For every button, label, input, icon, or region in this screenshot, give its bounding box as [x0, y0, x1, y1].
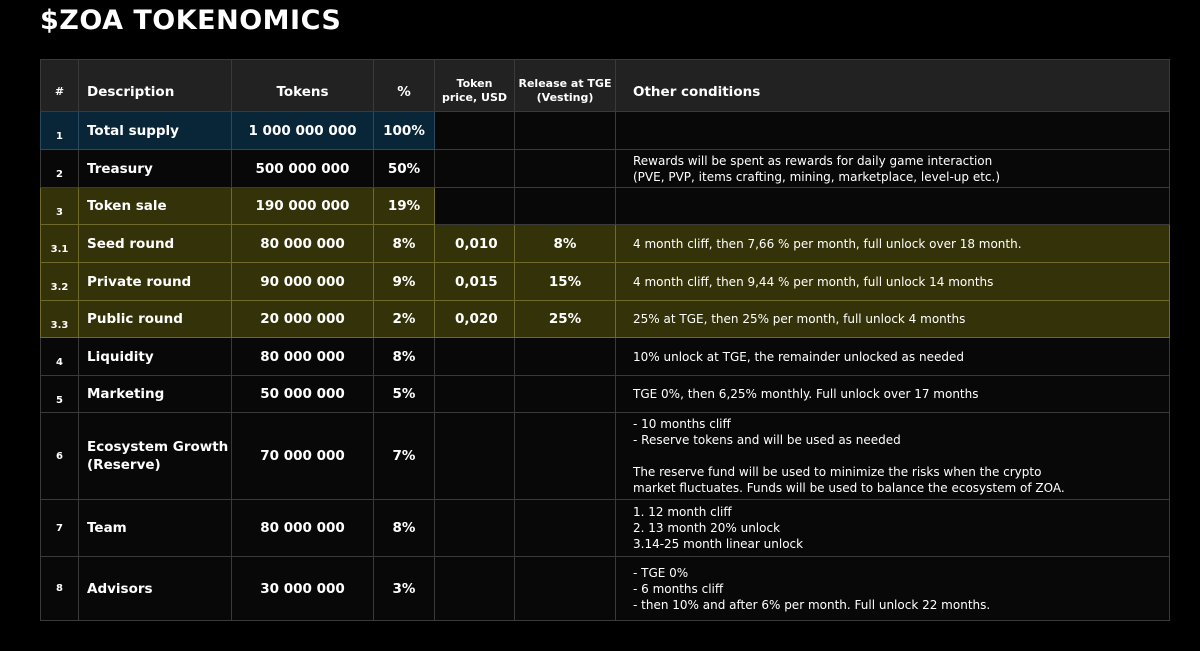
table-row-seed-round: [41, 225, 1170, 263]
row-num: 8: [41, 557, 79, 621]
row-tokens: 90 000 000: [232, 263, 374, 301]
row-price: [435, 376, 515, 413]
table-header-row: [41, 60, 1170, 112]
row-conditions: Rewards will be spent as rewards for daily game interaction (PVE, PVP, items crafting, mining, marketplace, level-up etc.): [616, 150, 1170, 188]
row-conditions: 1. 12 month cliff 2. 13 month 20% unlock 3.14-25 month linear unlock: [616, 500, 1170, 557]
row-conditions: 4 month cliff, then 7,66 % per month, full unlock over 18 month.: [616, 225, 1170, 263]
row-percent: 3%: [374, 557, 435, 621]
row-percent: 8%: [374, 500, 435, 557]
table-row-public-round: [41, 301, 1170, 338]
table-row-team: [41, 500, 1170, 557]
row-num: 6: [41, 413, 79, 500]
row-conditions: 4 month cliff, then 9,44 % per month, full unlock 14 months: [616, 263, 1170, 301]
table-row-marketing: [41, 376, 1170, 413]
row-num: 3: [41, 188, 79, 225]
header-release-tge-line2: (Vesting): [536, 90, 594, 104]
row-description: Public round: [79, 301, 232, 338]
row-percent: 8%: [374, 338, 435, 376]
header-token-price: [435, 60, 515, 112]
row-description: Treasury: [79, 150, 232, 188]
row-percent: 9%: [374, 263, 435, 301]
row-num: 1: [41, 112, 79, 150]
header-release-tge-line1: Release at TGE: [518, 76, 612, 90]
table-row-liquidity: [41, 338, 1170, 376]
page-title: $ZOA TOKENOMICS: [40, 5, 342, 36]
row-conditions: - 10 months cliff - Reserve tokens and will be used as needed The reserve fund will be used to minimize the risks when the crypto market fluctuates. Funds will be used to balance the ecosystem of ZOA.: [616, 413, 1170, 500]
row-tge: 15%: [515, 263, 616, 301]
row-percent: 50%: [374, 150, 435, 188]
row-num: 3.1: [41, 225, 79, 263]
row-price: [435, 338, 515, 376]
header-description: Description: [79, 60, 232, 112]
row-num: 5: [41, 376, 79, 413]
row-conditions: - TGE 0% - 6 months cliff - then 10% and after 6% per month. Full unlock 22 months.: [616, 557, 1170, 621]
row-tokens: 500 000 000: [232, 150, 374, 188]
header-release-tge: [515, 60, 616, 112]
row-tokens: 70 000 000: [232, 413, 374, 500]
row-num: 4: [41, 338, 79, 376]
row-tge: [515, 150, 616, 188]
table-row-ecosystem-growth: [41, 413, 1170, 500]
row-num: 2: [41, 150, 79, 188]
row-description: Token sale: [79, 188, 232, 225]
row-tokens: 80 000 000: [232, 500, 374, 557]
row-tge: 8%: [515, 225, 616, 263]
row-price: [435, 188, 515, 225]
row-conditions: 10% unlock at TGE, the remainder unlocked as needed: [616, 338, 1170, 376]
row-percent: 8%: [374, 225, 435, 263]
row-tokens: 50 000 000: [232, 376, 374, 413]
row-conditions: 25% at TGE, then 25% per month, full unlock 4 months: [616, 301, 1170, 338]
row-conditions: TGE 0%, then 6,25% monthly. Full unlock over 17 months: [616, 376, 1170, 413]
row-price: [435, 150, 515, 188]
row-tge: [515, 557, 616, 621]
row-percent: 7%: [374, 413, 435, 500]
row-percent: 2%: [374, 301, 435, 338]
header-tokens: Tokens: [232, 60, 374, 112]
row-num: 7: [41, 500, 79, 557]
row-description: Team: [79, 500, 232, 557]
row-price: [435, 112, 515, 150]
row-num: 3.2: [41, 263, 79, 301]
row-tge: [515, 338, 616, 376]
row-description: Total supply: [79, 112, 232, 150]
row-price: [435, 557, 515, 621]
table-row-total-supply: [41, 112, 1170, 150]
row-price: 0,015: [435, 263, 515, 301]
row-tokens: 80 000 000: [232, 338, 374, 376]
row-tge: [515, 376, 616, 413]
row-description: Ecosystem Growth (Reserve): [79, 413, 232, 500]
row-tge: [515, 500, 616, 557]
table-row-advisors: [41, 557, 1170, 621]
row-description: Marketing: [79, 376, 232, 413]
header-token-price-line2: price, USD: [441, 90, 508, 104]
row-tokens: 30 000 000: [232, 557, 374, 621]
row-price: [435, 413, 515, 500]
header-percent: %: [374, 60, 435, 112]
row-tge: [515, 413, 616, 500]
row-tokens: 1 000 000 000: [232, 112, 374, 150]
row-tge: [515, 188, 616, 225]
row-tge: 25%: [515, 301, 616, 338]
row-description: Private round: [79, 263, 232, 301]
row-description: Advisors: [79, 557, 232, 621]
header-other-conditions: Other conditions: [616, 60, 1170, 112]
row-conditions: [616, 112, 1170, 150]
row-tokens: 20 000 000: [232, 301, 374, 338]
row-tokens: 190 000 000: [232, 188, 374, 225]
table-row-token-sale: [41, 188, 1170, 225]
row-price: [435, 500, 515, 557]
row-conditions: [616, 188, 1170, 225]
row-percent: 100%: [374, 112, 435, 150]
table-row-treasury: [41, 150, 1170, 188]
row-percent: 5%: [374, 376, 435, 413]
header-num: #: [41, 60, 79, 112]
row-percent: 19%: [374, 188, 435, 225]
header-token-price-line1: Token: [456, 76, 493, 90]
row-price: 0,020: [435, 301, 515, 338]
row-tokens: 80 000 000: [232, 225, 374, 263]
row-tge: [515, 112, 616, 150]
row-description: Liquidity: [79, 338, 232, 376]
row-price: 0,010: [435, 225, 515, 263]
row-num: 3.3: [41, 301, 79, 338]
row-description: Seed round: [79, 225, 232, 263]
table-row-private-round: [41, 263, 1170, 301]
tokenomics-table: [40, 59, 1170, 621]
